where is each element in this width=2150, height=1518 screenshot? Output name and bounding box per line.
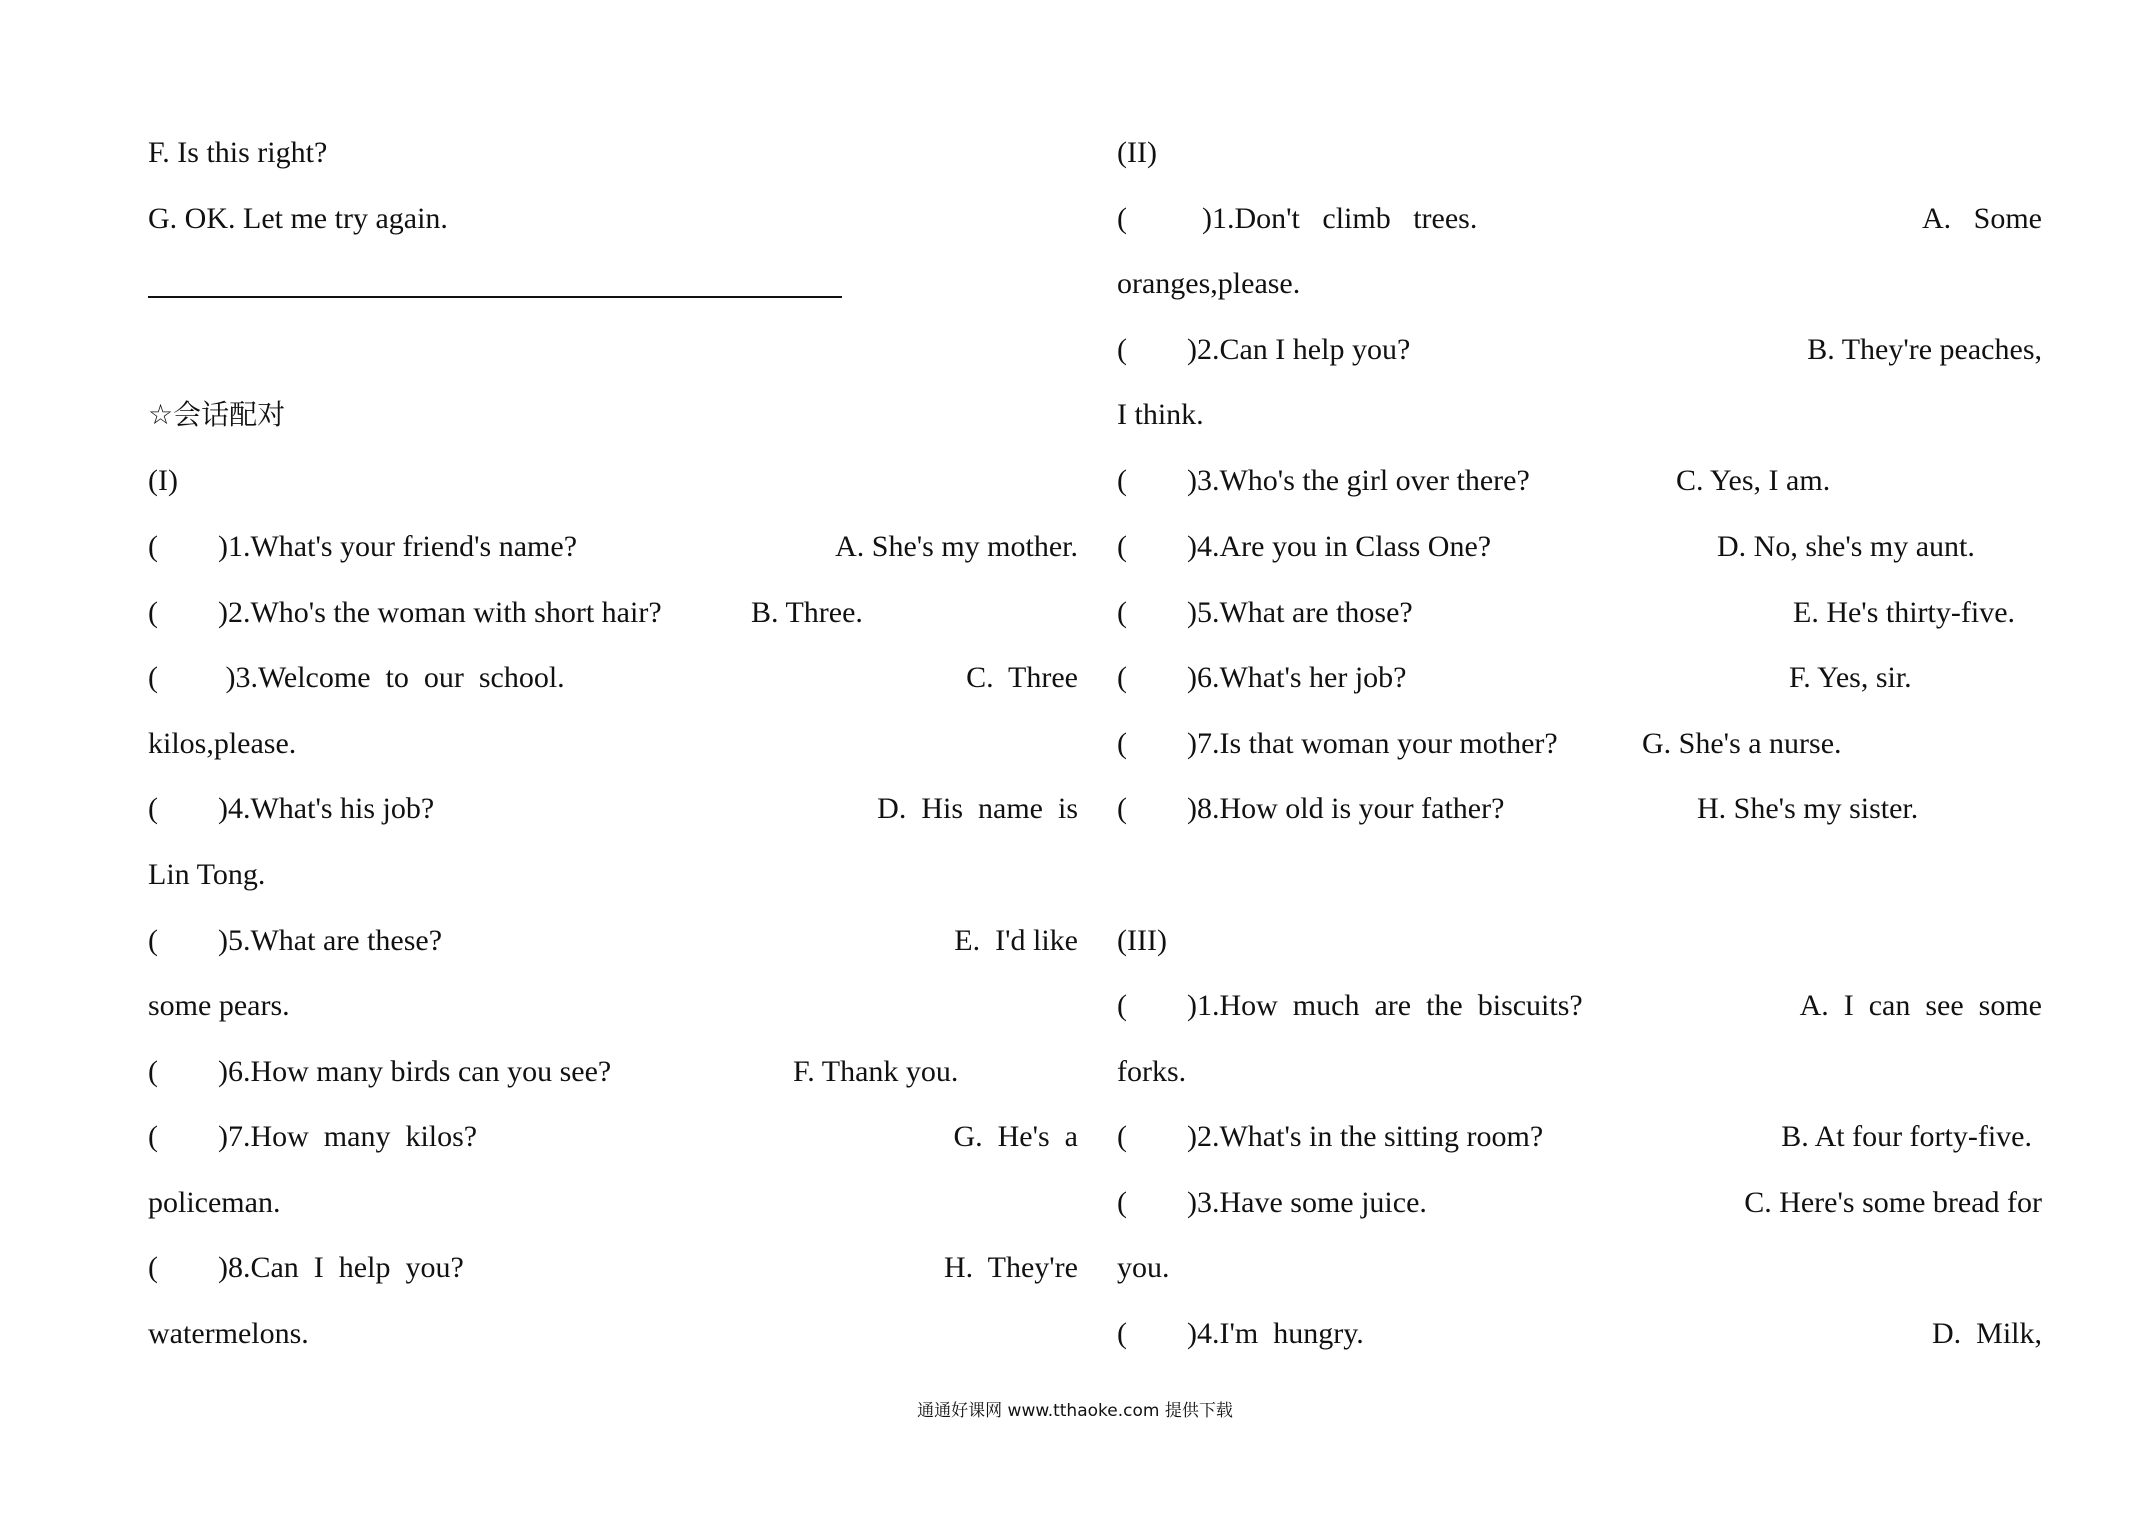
question-text: ( )4.I'm hungry. [1117, 1317, 1364, 1350]
answer-text: E. I'd like [954, 924, 1078, 957]
match2-row-7 [1117, 722, 2042, 766]
match-row-2 [148, 591, 1078, 635]
match3-row-1-cont: forks. [1117, 1055, 1187, 1088]
answer-text: H. They're [944, 1251, 1078, 1284]
match-row-8-cont: watermelons. [148, 1317, 309, 1350]
match-row-3 [148, 656, 1078, 700]
answer-text: B. They're peaches, [1807, 333, 2042, 366]
question-text: ( )3.Welcome to our school. [148, 661, 565, 694]
match2-row-2 [1117, 328, 2042, 372]
match3-row-1 [1117, 984, 2042, 1028]
answer-text: C. Yes, I am. [1676, 464, 1831, 497]
match2-row-3 [1117, 459, 2042, 503]
option-g: G. OK. Let me try again. [148, 202, 448, 235]
answer-text: E. He's thirty-five. [1793, 596, 2016, 629]
match-row-8 [148, 1246, 1078, 1290]
answer-text: G. He's a [953, 1120, 1078, 1153]
question-text: ( )1.How much are the biscuits? [1117, 989, 1583, 1022]
match-row-7-cont: policeman. [148, 1186, 281, 1219]
question-text: ( )5.What are those? [1117, 596, 1413, 629]
match-row-1 [148, 525, 1078, 569]
question-text: ( )4.What's his job? [148, 792, 435, 825]
option-f: F. Is this right? [148, 136, 328, 169]
part-i-label: (I) [148, 464, 178, 497]
part-iii-label: (III) [1117, 924, 1167, 957]
page-footer: 通通好课网 www.tthaoke.com 提供下载 [917, 1401, 1233, 1421]
question-text: ( )1.What's your friend's name? [148, 530, 578, 563]
answer-text: D. His name is [877, 792, 1078, 825]
match2-row-1-cont: oranges,please. [1117, 267, 1301, 300]
answer-text: F. Thank you. [793, 1055, 959, 1088]
answer-blank-line [148, 296, 842, 298]
answer-text: A. She's my mother. [835, 530, 1078, 563]
answer-text: B. At four forty-five. [1781, 1120, 2032, 1153]
section-title: ☆会话配对 [148, 398, 286, 431]
question-text: ( )2.Can I help you? [1117, 333, 1411, 366]
answer-text: C. Three [966, 661, 1078, 694]
match2-row-8 [1117, 787, 2042, 831]
question-text: ( )8.Can I help you? [148, 1251, 464, 1284]
answer-text: D. Milk, [1931, 1317, 2042, 1350]
match2-row-5 [1117, 591, 2042, 635]
match-row-7 [148, 1115, 1078, 1159]
question-text: ( )6.How many birds can you see? [148, 1055, 612, 1088]
match-row-3-cont: kilos,please. [148, 727, 297, 760]
question-text: ( )7.How many kilos? [148, 1120, 478, 1153]
match3-row-3-cont: you. [1117, 1251, 1170, 1284]
answer-text: H. She's my sister. [1697, 792, 1919, 825]
match-row-4-cont: Lin Tong. [148, 858, 266, 891]
match3-row-3 [1117, 1181, 2042, 1225]
question-text: ( )1.Don't climb trees. [1117, 202, 1478, 235]
answer-text: D. No, she's my aunt. [1717, 530, 1975, 563]
question-text: ( )4.Are you in Class One? [1117, 530, 1492, 563]
match-row-6 [148, 1050, 1078, 1094]
match3-row-4 [1117, 1312, 2042, 1356]
match-row-5-cont: some pears. [148, 989, 290, 1022]
question-text: ( )8.How old is your father? [1117, 792, 1505, 825]
answer-text: F. Yes, sir. [1789, 661, 1912, 694]
question-text: ( )5.What are these? [148, 924, 443, 957]
match-row-4 [148, 787, 1078, 831]
question-text: ( )6.What's her job? [1117, 661, 1407, 694]
question-text: ( )3.Who's the girl over there? [1117, 464, 1530, 497]
question-text: ( )7.Is that woman your mother? [1117, 727, 1558, 760]
match2-row-6 [1117, 656, 2042, 700]
answer-text: A. Some [1922, 202, 2042, 235]
part-ii-label: (II) [1117, 136, 1157, 169]
match2-row-4 [1117, 525, 2042, 569]
question-text: ( )2.Who's the woman with short hair? [148, 596, 662, 629]
match-row-5 [148, 919, 1078, 963]
match2-row-2-cont: I think. [1117, 398, 1204, 431]
answer-text: A. I can see some [1799, 989, 2042, 1022]
match2-row-1 [1117, 197, 2042, 241]
match3-row-2 [1117, 1115, 2042, 1159]
answer-text: G. She's a nurse. [1642, 727, 1842, 760]
answer-text: B. Three. [751, 596, 863, 629]
question-text: ( )3.Have some juice. [1117, 1186, 1427, 1219]
question-text: ( )2.What's in the sitting room? [1117, 1120, 1544, 1153]
answer-text: C. Here's some bread for [1744, 1186, 2042, 1219]
